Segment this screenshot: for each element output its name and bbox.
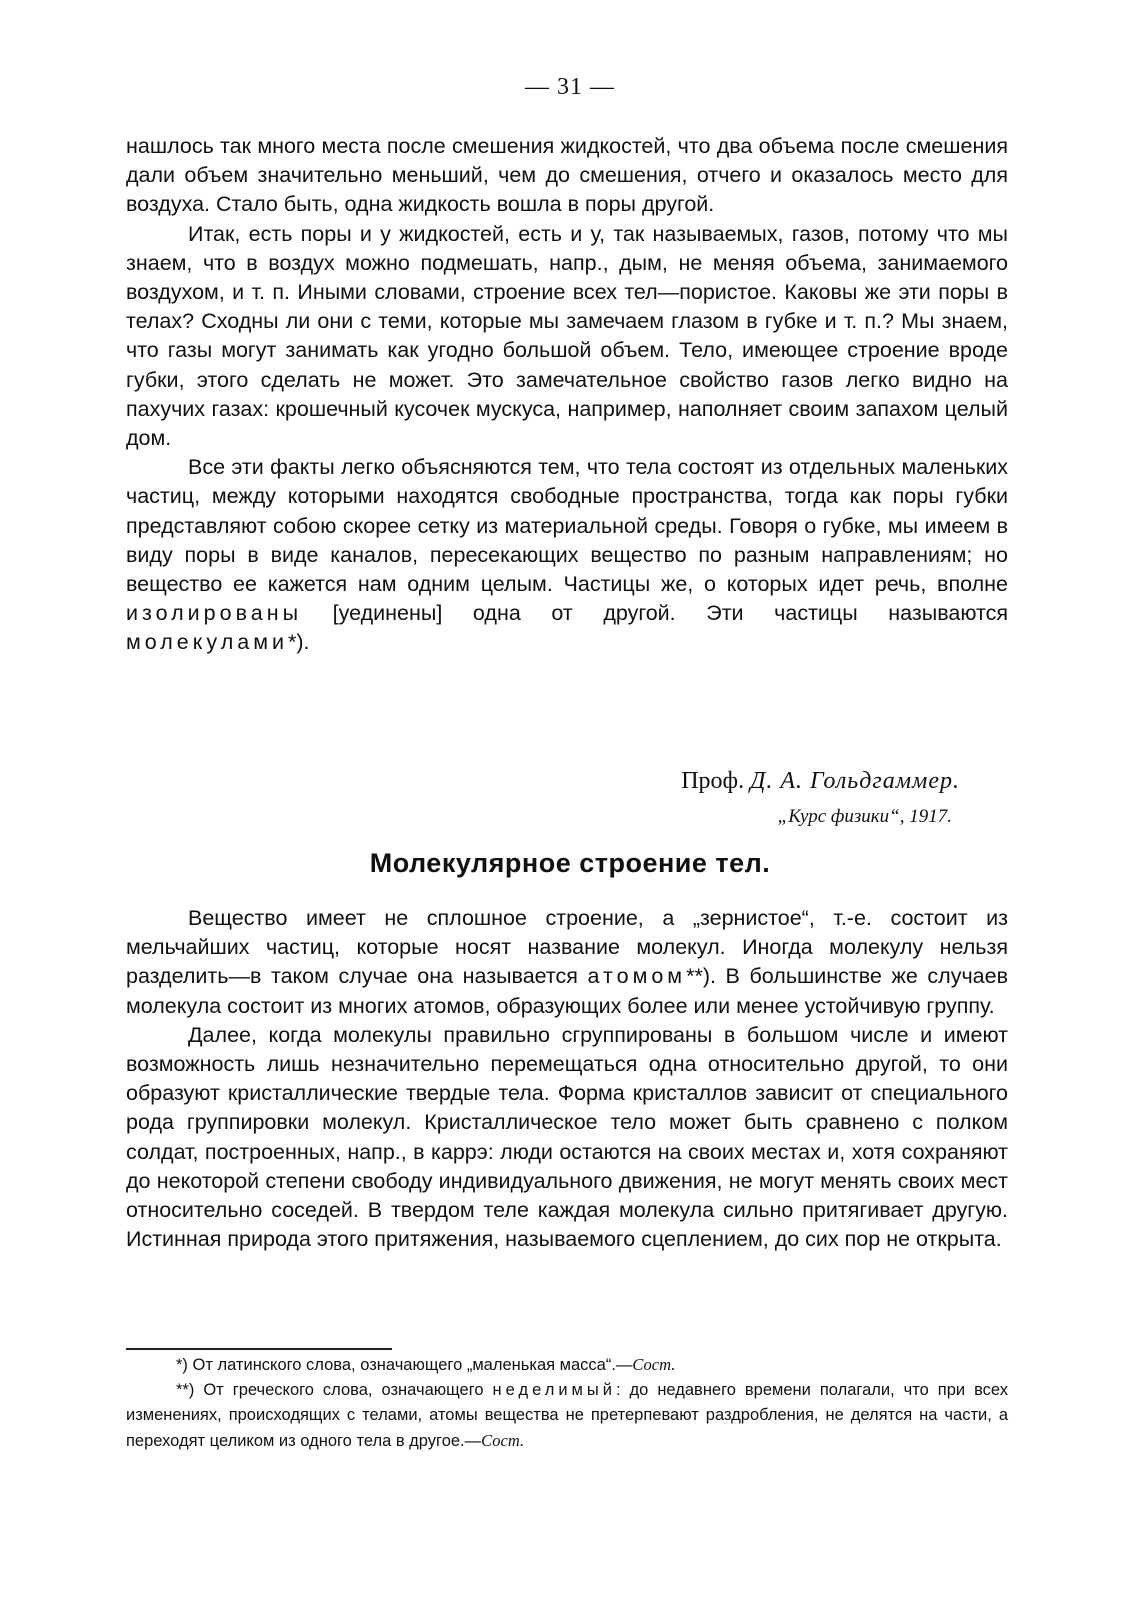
- footnote-divider: [126, 1348, 392, 1350]
- paragraph-molecules-mid: [уединены] одна от другой. Эти частицы называются: [332, 601, 1008, 626]
- attribution-author: [0, 768, 960, 795]
- term-atom: атомом: [587, 964, 687, 989]
- term-isolated: изолированы: [126, 601, 303, 626]
- paragraph-crystals: Далее, когда молекулы правильно сгруппированы в большом числе и имеют возможность лишь незначительно перемещаться одна относительно другой, то они образуют кристаллические твердые тела. Форма кристаллов зависит от специального рода группировки молекул. Кристаллическое тело может быть сравнено с полком солдат, построенных, напр., в каррэ: люди остаются на своих местах и, хотя сохраняют до некоторой степени свободу индивидуального движения, не могут менять своих мест относительно соседей. В твердом теле каждая молекула сильно притягивает другую. Истинная природа этого притяжения, называемого сцеплением, до сих пор не открыта.: [126, 1022, 1008, 1252]
- author-name: Д. А. Гольдгаммер.: [750, 768, 960, 794]
- footnote-2: [126, 1378, 1008, 1454]
- footnote-1-signature: Сост.: [632, 1355, 676, 1374]
- footnote-1-text: *) От латинского слова, означающего „маленькая масса“.—: [176, 1356, 633, 1374]
- paragraph-pores-gases: Итак, есть поры и у жидкостей, есть и у, так называемых, газов, потому что мы знаем, что в воздух можно подмешать, напр., дым, не меняя объема, занимаемого воздухом, и т. п. Иными словами, строение всех тел—пористое. Каковы же эти поры в телах? Сходны ли они с теми, которые мы замечаем глазом в губке и т. п.? Мы знаем, что газы могут занимать как угодно большой объем. Тело, имеющее строение вроде губки, этого сделать не может. Это замечательное свойство газов легко видно на пахучих газах: крошечный кусочек мускуса, например, наполняет своим запахом целый дом.: [126, 221, 1008, 451]
- page-number: — 31 —: [525, 74, 615, 100]
- section-title: Молекулярное строение тел.: [369, 848, 771, 878]
- footnote-2-start: **) От греческого слова, означающего: [176, 1381, 484, 1399]
- paragraph-molecules: [126, 453, 1008, 657]
- paragraph-continued: нашлось так много места после смешения жидкостей, что два объема после смешения дали объем значительно меньший, чем до смешения, отчего и оказалось место для воздуха. Стало быть, одна жидкость вошла в поры другой.: [126, 134, 1008, 217]
- attribution-source: „Курс физики“, 1917.: [777, 806, 952, 827]
- footnote-2-signature: Сост.: [481, 1431, 525, 1450]
- footnote-2-text: : до недавнего времени полагали, что при всех изменениях, происходящих с телами, атомы вещества не претерпевают раздробления, не делятся на части, а переходят целиком из одного тела в другое.—: [126, 1381, 1008, 1450]
- text-block-intro: [126, 132, 1008, 658]
- author-prefix: Проф.: [681, 768, 745, 794]
- footnote-ref-1: *).: [288, 630, 310, 655]
- footnotes: [126, 1352, 1008, 1454]
- text-block-section: [126, 904, 1008, 1254]
- paragraph-granular-start: Вещество имеет не сплошное строение, а „зернистое“, т.-е. состоит из мельчайших частиц, которые носят название молекул. Иногда молекулу нельзя разделить—в таком случае она называется: [126, 906, 1008, 989]
- footnote-1: [126, 1352, 1008, 1378]
- paragraph-granular-end: **). В большинстве же случаев молекула состоит из многих атомов, образующих более или менее устойчивую группу.: [126, 964, 1008, 1018]
- paragraph-granular-structure: [126, 904, 1008, 1021]
- paragraph-molecules-start: Все эти факты легко объясняются тем, что тела состоят из отдельных маленьких частиц, между которыми находятся свободные пространства, тогда как поры губки представляют собою скорее сетку из материальной среды. Говоря о губке, мы имеем в виду поры в виде каналов, пересекающих вещество по разным направлениям; но вещество ее кажется нам одним целым. Частицы же, о которых идет речь, вполне: [126, 455, 1008, 597]
- term-molecules: молекулами: [126, 630, 288, 655]
- footnote-2-term: неделимый: [492, 1381, 616, 1399]
